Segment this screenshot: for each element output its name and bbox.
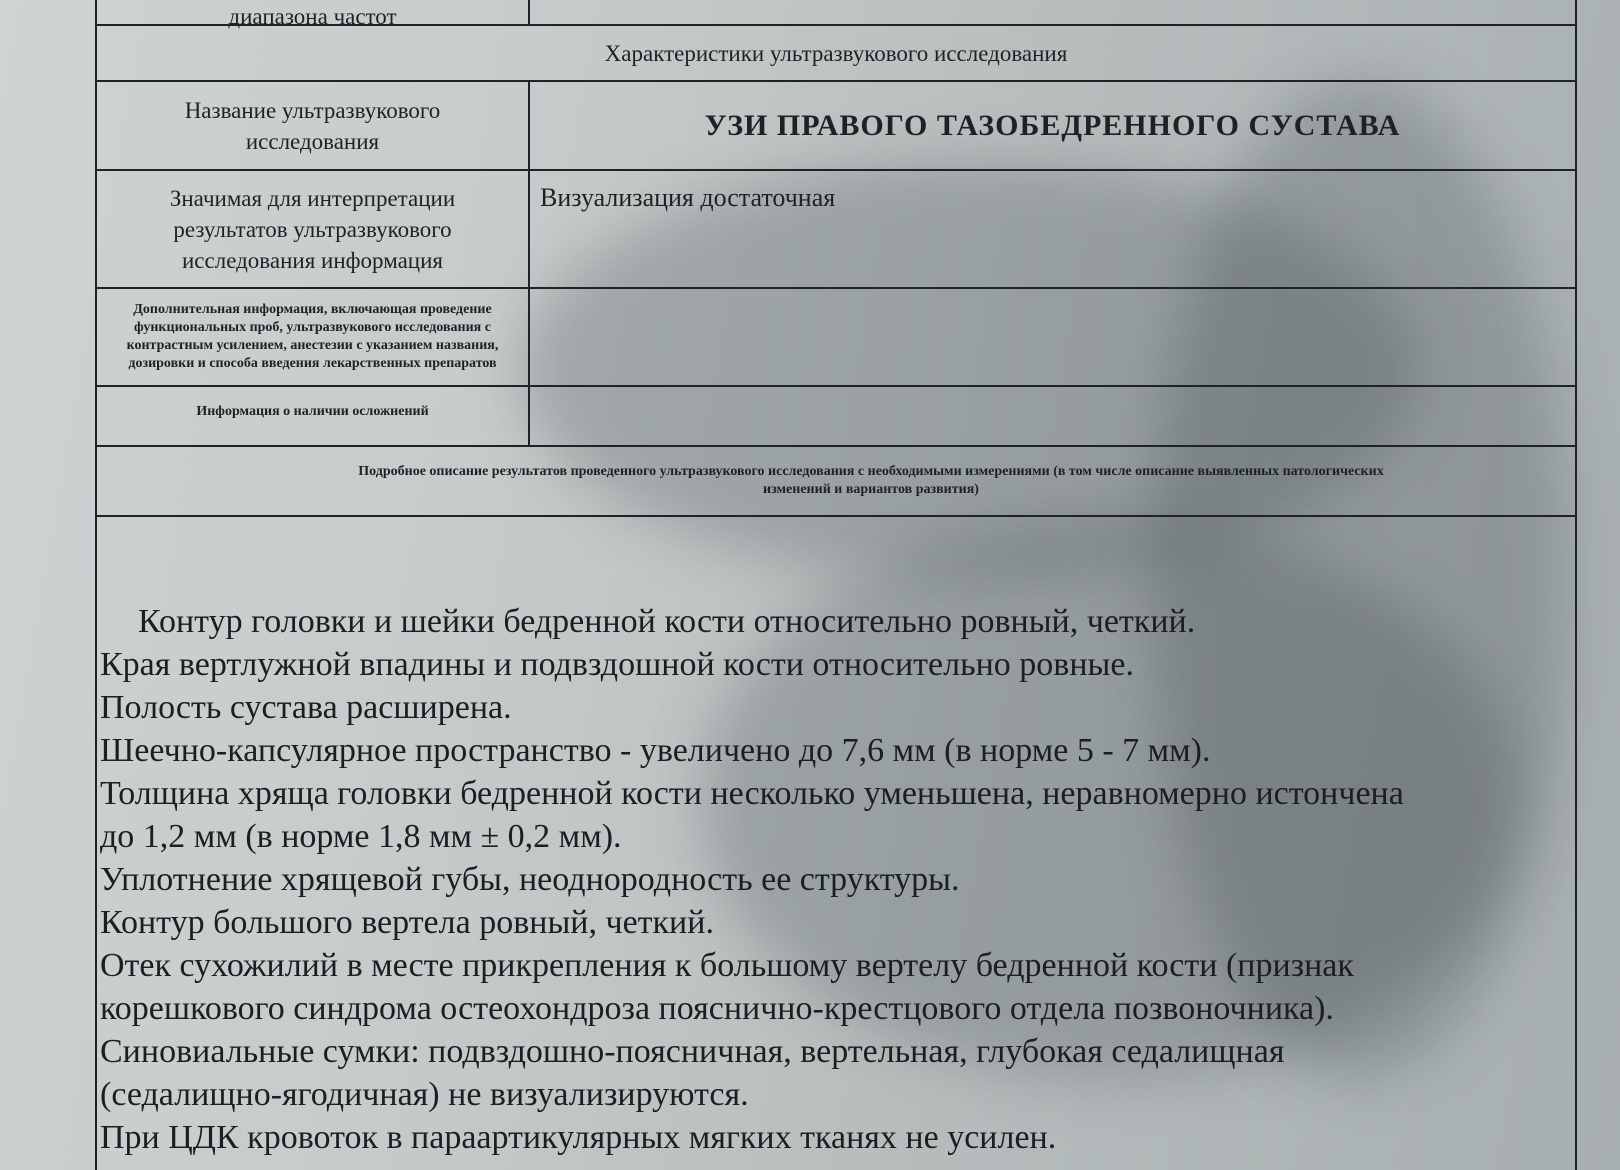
significant-info-label: Значимая для интерпретации результатов ультразвукового исследования информация	[97, 171, 530, 287]
description-header: Подробное описание результатов проведенного ультразвукового исследования с необходимыми измерениями (в том числе описание выявленных патологических изменений и вариантов развития)	[358, 464, 1384, 497]
complications-row	[97, 387, 1575, 447]
description-line: Толщина хряща головки бедренной кости несколько уменьшена, неравномерно истончена	[100, 775, 1404, 812]
description-text	[100, 600, 1560, 1159]
description-line: Контур большого вертела ровный, четкий.	[100, 904, 714, 941]
section-title: Характеристики ультразвукового исследования	[604, 40, 1068, 66]
significant-info-row	[97, 171, 1575, 289]
description-line: Полость сустава расширена.	[100, 689, 512, 726]
frequency-row	[97, 0, 1575, 29]
additional-info-value	[530, 289, 1575, 385]
study-name-label: Название ультразвукового исследования	[97, 82, 530, 169]
description-line: Контур головки и шейки бедренной кости относительно ровный, четкий.	[138, 603, 1196, 640]
description-header-row	[97, 447, 1575, 517]
description-line: до 1,2 мм (в норме 1,8 мм ± 0,2 мм).	[100, 818, 622, 855]
description-line: Синовиальные сумки: подвздошно-поясничная, вертельная, глубокая седалищная	[100, 1033, 1285, 1070]
description-line: (седалищно-ягодичная) не визуализируются.	[100, 1076, 749, 1113]
complications-value	[530, 387, 1575, 445]
section-title-row	[97, 26, 1575, 82]
complications-label: Информация о наличии осложнений	[97, 387, 530, 445]
study-name-value: УЗИ ПРАВОГО ТАЗОБЕДРЕННОГО СУСТАВА	[704, 108, 1401, 142]
description-line: Шеечно-капсулярное пространство - увеличено до 7,6 мм (в норме 5 - 7 мм).	[100, 732, 1211, 769]
study-name-row	[97, 82, 1575, 171]
description-line: корешкового синдрома остеохондроза пояснично-крестцового отдела позвоночника).	[100, 990, 1334, 1027]
additional-info-row	[97, 289, 1575, 387]
frequency-value	[530, 0, 1575, 24]
description-line: Края вертлужной впадины и подвздошной кости относительно ровные.	[100, 646, 1134, 683]
description-line: При ЦДК кровоток в параартикулярных мягких тканях не усилен.	[100, 1119, 1057, 1156]
additional-info-label: Дополнительная информация, включающая проведение функциональных проб, ультразвукового исследования с контрастным усилением, анестезии с указанием названия, дозировки и способа введения лекарственных препаратов	[97, 289, 530, 385]
frequency-label: диапазона частот	[97, 0, 530, 24]
description-line: Отек сухожилий в месте прикрепления к большому вертелу бедренной кости (признак	[100, 947, 1354, 984]
description-line: Уплотнение хрящевой губы, неоднородность ее структуры.	[100, 861, 960, 898]
significant-info-value: Визуализация достаточная	[540, 183, 836, 212]
